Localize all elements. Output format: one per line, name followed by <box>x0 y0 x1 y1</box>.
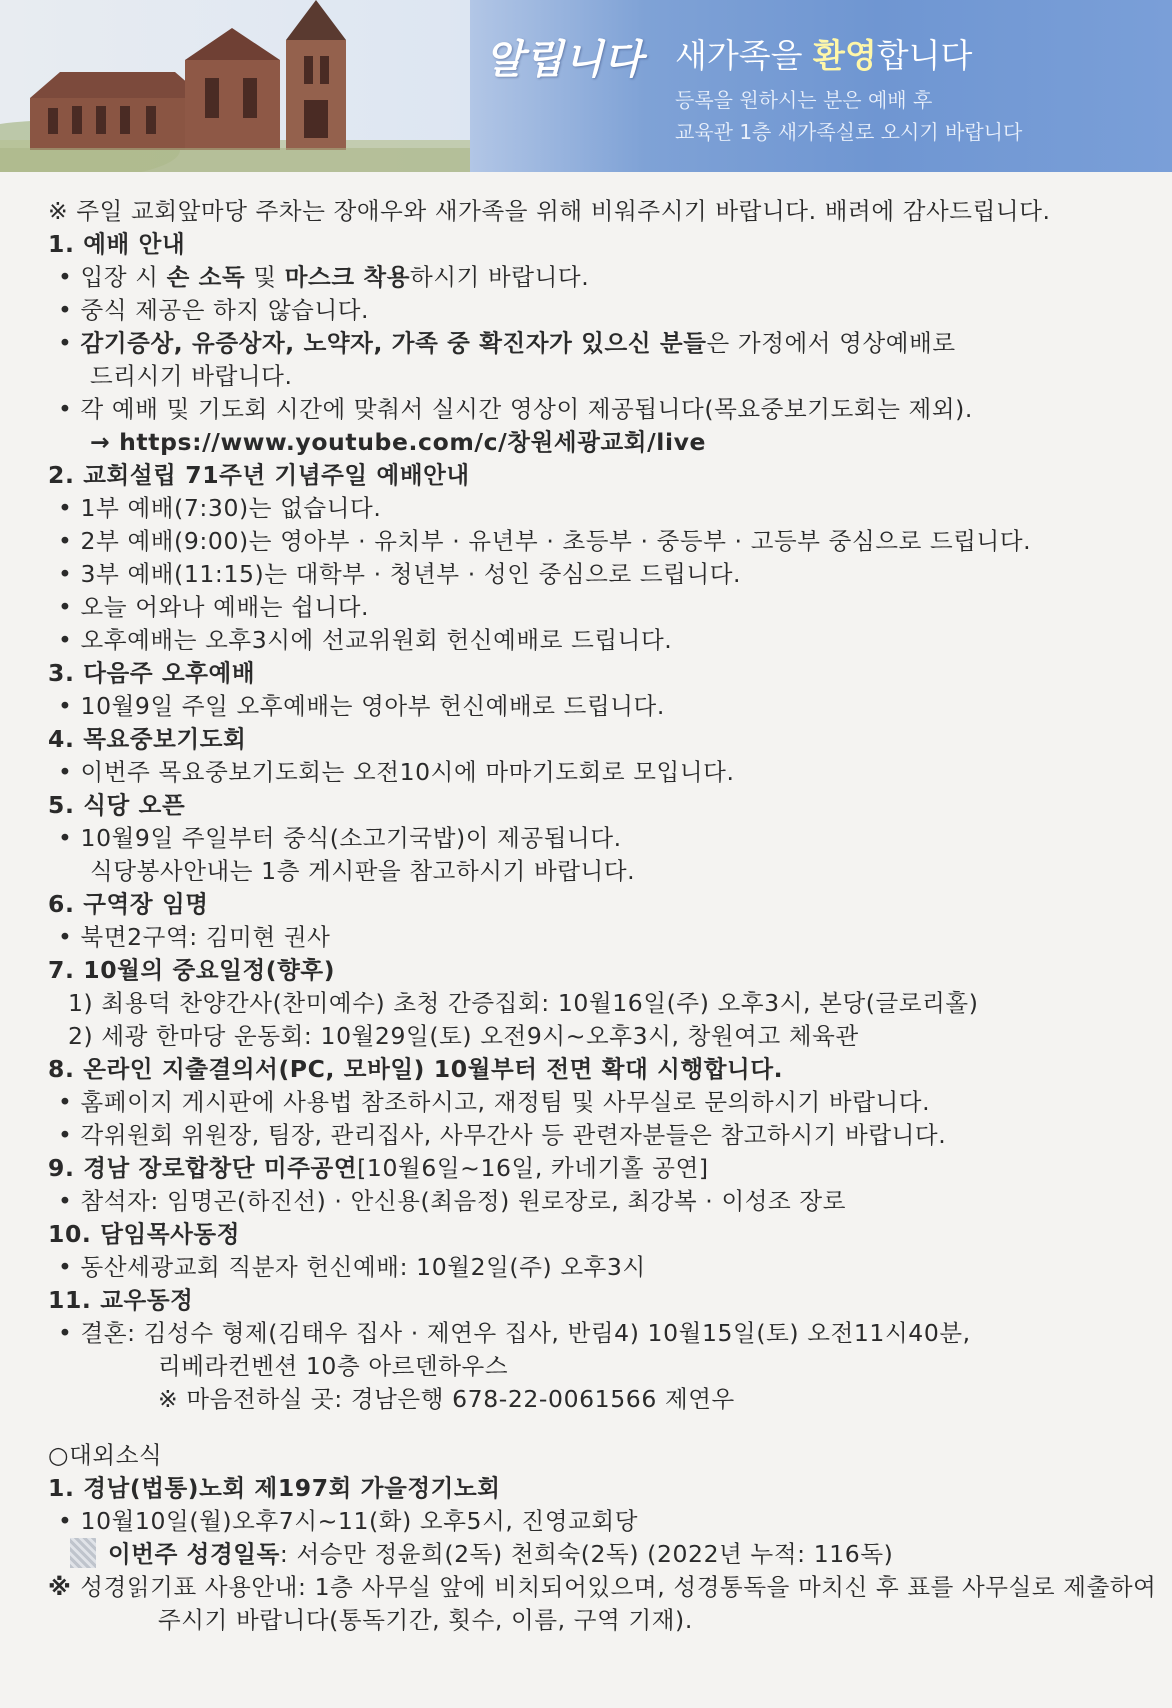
section-title: 10. 담임목사동정 <box>48 1220 241 1248</box>
header-banner <box>0 0 1172 172</box>
bullet-item: • 10월9일 주일부터 중식(소고기국밥)이 제공됩니다. <box>58 824 622 852</box>
text: • <box>58 329 81 357</box>
bullet-item <box>48 327 1138 360</box>
bullet-item: • 결혼: 김성수 형제(김태우 집사 · 제연우 집사, 반림4) 10월15일(토) 오전11시40분, <box>58 1319 971 1347</box>
bullet-item: • 각 예배 및 기도회 시간에 맞춰서 실시간 영상이 제공됩니다(목요중보기도회는 제외). <box>58 395 973 423</box>
bullet-item: • 동산세광교회 직분자 헌신예배: 10월2일(주) 오후3시 <box>58 1253 646 1281</box>
bullet-item: • 오늘 어와나 예배는 쉽니다. <box>58 593 370 621</box>
bullet-continuation: 식당봉사안내는 1층 게시판을 참고하시기 바랍니다. <box>90 857 636 885</box>
text: 하시기 바랍니다. <box>410 263 590 291</box>
numbered-item: 1) 최용덕 찬양간사(찬미예수) 초청 간증집회: 10월16일(주) 오후3시, 본당(글로리홀) <box>68 989 979 1017</box>
bullet-item: • 중식 제공은 하지 않습니다. <box>58 296 370 324</box>
external-news-title: ○대외소식 <box>48 1441 163 1469</box>
text: 은 가정에서 영상예배로 <box>706 329 956 357</box>
text: • 입장 시 <box>58 263 167 291</box>
bullet-item: • 10월10일(월)오후7시~11(화) 오후5시, 진영교회당 <box>58 1507 639 1535</box>
reading-guide-label: 성경읽기표 사용안내 <box>80 1573 299 1601</box>
church-illustration <box>0 0 470 172</box>
parking-notice: ※ 주일 교회앞마당 주차는 장애우와 새가족을 위해 비워주시기 바랍니다. 배려에 감사드립니다. <box>48 197 1051 225</box>
bible-reading-line <box>48 1538 1138 1571</box>
bullet-item: • 이번주 목요중보기도회는 오전10시에 마마기도회로 모입니다. <box>58 758 735 786</box>
section-title: 3. 다음주 오후예배 <box>48 659 256 687</box>
header-welcome <box>675 30 972 77</box>
youtube-link[interactable]: → https://www.youtube.com/c/창원세광교회/live <box>90 428 707 456</box>
bullet-item: • 북면2구역: 김미현 권사 <box>58 923 331 951</box>
bullet-item: • 각위원회 위원장, 팀장, 관리집사, 사무간사 등 관련자분들은 참고하시기 바랍니다. <box>58 1121 947 1149</box>
reading-guide-cont: 주시기 바랍니다(통독기간, 횟수, 이름, 구역 기재). <box>158 1606 693 1634</box>
section-title-bold: 9. 경남 장로합창단 미주공연 <box>48 1154 358 1182</box>
bible-reading-text: : 서승만 정윤희(2독) 천희숙(2독) (2022년 누적: 116독) <box>279 1540 894 1568</box>
keyword: 마스크 착용 <box>284 263 411 291</box>
bullet-item: • 3부 예배(11:15)는 대학부 · 청년부 · 성인 중심으로 드립니다. <box>58 560 742 588</box>
bible-reading-label: 이번주 성경일독 <box>108 1540 280 1568</box>
section-title: 1. 예배 안내 <box>48 230 186 258</box>
reading-guide <box>48 1571 1157 1604</box>
square-icon <box>70 1538 96 1568</box>
header-subtitle <box>675 84 1022 148</box>
keyword: 손 소독 <box>166 263 246 291</box>
section-title: 2. 교회설립 71주년 기념주일 예배안내 <box>48 461 470 489</box>
reading-guide-mark: ※ <box>48 1573 81 1601</box>
section-title: 7. 10월의 중요일정(향후) <box>48 956 336 984</box>
text: 및 <box>245 263 285 291</box>
welcome-post: 합니다 <box>876 36 973 75</box>
welcome-emph: 환영 <box>813 36 877 75</box>
keyword: 감기증상, 유증상자, 노약자, 가족 중 확진자가 있으신 분들 <box>80 329 707 357</box>
bullet-item: • 2부 예배(9:00)는 영아부 · 유치부 · 유년부 · 초등부 · 중등부 · 고등부 중심으로 드립니다. <box>58 527 1032 555</box>
notice-content <box>48 195 1157 1637</box>
bullet-item: • 10월9일 주일 오후예배는 영아부 헌신예배로 드립니다. <box>58 692 665 720</box>
welcome-pre: 새가족을 <box>675 36 814 75</box>
bullet-item: • 홈페이지 게시판에 사용법 참조하시고, 재정팀 및 사무실로 문의하시기 바랍니다. <box>58 1088 931 1116</box>
bullet-item: • 오후예배는 오후3시에 선교위원회 헌신예배로 드립니다. <box>58 626 673 654</box>
section-title: 4. 목요중보기도회 <box>48 725 247 753</box>
bullet-item: • 1부 예배(7:30)는 없습니다. <box>58 494 382 522</box>
section-title <box>48 1152 1138 1185</box>
spacer <box>48 1416 1138 1439</box>
section-title-detail: [10월6일~16일, 카네기홀 공연] <box>357 1154 709 1182</box>
section-title: 6. 구역장 임명 <box>48 890 209 918</box>
section-title: 11. 교우동정 <box>48 1286 194 1314</box>
header-sub-line2: 교육관 1층 새가족실로 오시기 바랍니다 <box>675 120 1023 144</box>
gift-account-note: ※ 마음전하실 곳: 경남은행 678-22-0061566 제연우 <box>158 1385 735 1413</box>
section-title: 5. 식당 오픈 <box>48 791 186 819</box>
bullet-continuation: 드리시기 바랍니다. <box>90 362 293 390</box>
bullet-item: • 참석자: 임명곤(하진선) · 안신용(최음정) 원로장로, 최강복 · 이성조 장로 <box>58 1187 847 1215</box>
header-sub-line1: 등록을 원하시는 분은 예배 후 <box>675 88 933 112</box>
section-title: 8. 온라인 지출결의서(PC, 모바일) 10월부터 전면 확대 시행합니다. <box>48 1055 784 1083</box>
bullet-item <box>48 261 1138 294</box>
numbered-item: 2) 세광 한마당 운동회: 10월29일(토) 오전9시~오후3시, 창원여고 체육관 <box>68 1022 859 1050</box>
header-title: 알립니다 <box>485 36 644 83</box>
section-title: 1. 경남(법통)노회 제197회 가을정기노회 <box>48 1474 501 1502</box>
reading-guide-text: : 1층 사무실 앞에 비치되어있으며, 성경통독을 마치신 후 표를 사무실로 제출하여 <box>298 1573 1157 1601</box>
bullet-continuation: 리베라컨벤션 10층 아르덴하우스 <box>158 1352 509 1380</box>
